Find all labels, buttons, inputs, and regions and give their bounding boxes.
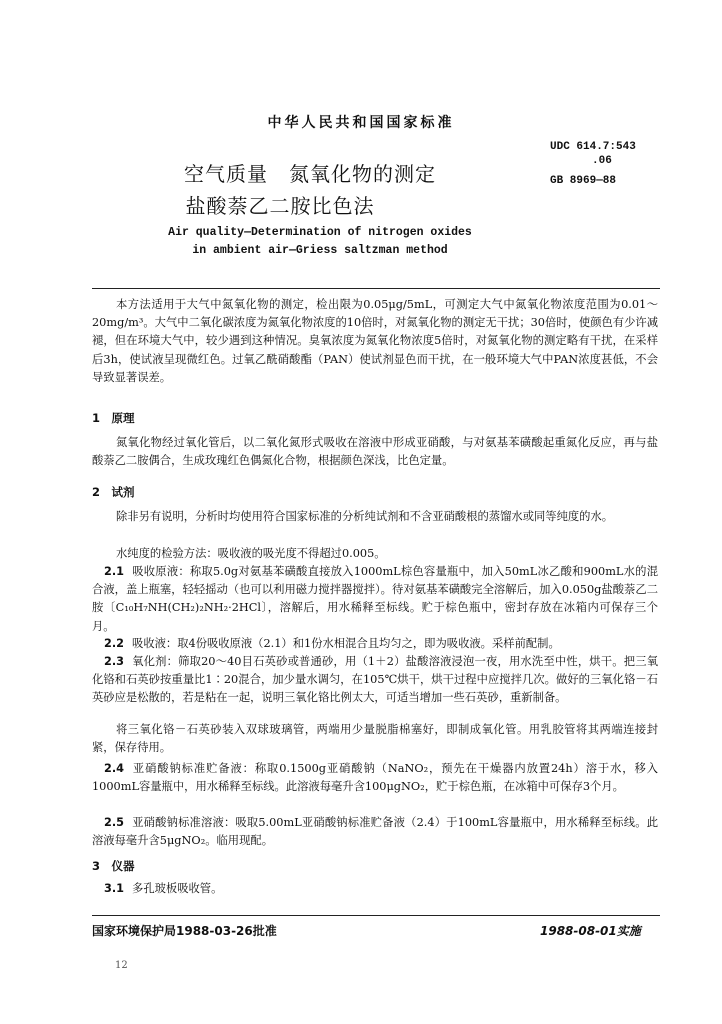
reagents-intro-paragraph: 除非另有说明，分析时均使用符合国家标准的分析纯试剂和不含亚硝酸根的蒸馏水或同等纯度的水。 xyxy=(116,510,614,523)
english-title-line2: in ambient air—Griess saltzman method xyxy=(192,244,448,257)
item-number: 2.1 xyxy=(104,565,125,578)
english-title-line1: Air quality—Determination of nitrogen oxides xyxy=(168,226,472,239)
gb-number: GB 8969—88 xyxy=(550,175,617,187)
item-text: 亚硝酸钠标准溶液：吸取5.00mL亚硝酸钠标准贮备液（2.4）于100mL容量瓶中，用水稀释至标线。此溶液每毫升含5μgNO₂。临用现配。 xyxy=(92,816,658,848)
reagent-item-2-3-continued xyxy=(92,721,658,757)
principle-paragraph: 氮氧化物经过氧化管后，以二氧化氮形式吸收在溶液中形成亚硝酸，与对氨基苯磺酸起重氮化反应，再与盐酸萘乙二胺偶合，生成玫瑰红色偶氮化合物，根据颜色深浅，比色定量。 xyxy=(92,436,658,468)
item-number: 2.4 xyxy=(104,762,125,775)
page-number: 12 xyxy=(115,960,128,971)
reagent-item-2-4 xyxy=(92,760,658,796)
section-heading-principle: 1 原理 xyxy=(92,411,135,425)
reagent-item-2-1 xyxy=(92,563,658,636)
item-text: 氧化剂：筛取20～40目石英砂或普通砂，用（1＋2）盐酸溶液浸泡一夜，用水洗至中性，烘干。把三氧化铬和石英砂按重量比1∶20混合，加少量水调匀，在105℃烘干，烘干过程中应搅拌几次。做好的三氧化铬－石英砂应是松散的，若是粘在一起，说明三氧化铬比例太大，可适当增加一些石英砂，重新制备。 xyxy=(92,655,658,705)
document-title-line2: 盐酸萘乙二胺比色法 xyxy=(185,194,375,218)
item-number: 3.1 xyxy=(104,882,125,895)
item-text: 吸收原液：称取5.0g对氨基苯磺酸直接放入1000mL棕色容量瓶中，加入50mL冰乙酸和900mL水的混合液，盖上瓶塞，轻轻摇动（也可以利用磁力搅拌器搅拌）。待对氨基苯磺酸完全溶解后，加入0.050g盐酸萘乙二胺〔C₁₀H₇NH(CH₂)₂NH₂·2HCl〕，溶解后，用水稀释至标线。贮于棕色瓶中，密封存放在冰箱内可保存三个月。 xyxy=(92,565,658,633)
udc-code: UDC 614.7:543 xyxy=(550,141,636,153)
reagent-item-2-3 xyxy=(92,653,658,708)
item-number: 2.5 xyxy=(104,816,125,829)
water-purity-paragraph: 水纯度的检验方法：吸收液的吸光度不得超过0.005。 xyxy=(116,547,386,560)
item-number: 2.3 xyxy=(104,655,125,668)
document-title-line1: 空气质量 氮氧化物的测定 xyxy=(184,162,436,186)
reagent-item-2-2 xyxy=(92,635,658,653)
item-text: 亚硝酸钠标准贮备液：称取0.1500g亚硝酸钠（NaNO₂，预先在干燥器内放置24h）溶于水，移入1000mL容量瓶中，用水稀释至标线。此溶液每毫升含100μgNO₂，贮于棕色瓶，在冰箱中可保存3个月。 xyxy=(92,762,658,794)
section-heading-reagents: 2 试剂 xyxy=(92,485,135,499)
apparatus-item-3-1 xyxy=(92,880,658,898)
udc-code-continuation: .06 xyxy=(592,155,612,167)
implementation-date: 1988-08-01实施 xyxy=(540,924,641,938)
intro-paragraph: 本方法适用于大气中氮氧化物的测定，检出限为0.05μg/5mL，可测定大气中氮氧化物浓度范围为0.01～20mg/m³。大气中二氧化碳浓度为氮氧化物浓度的10倍时，对氮氧化物的测定无干扰；30倍时，使颜色有少许减褪，但在环境大气中，较少遇到这种情况。臭氧浓度为氮氧化物浓度5倍时，对氮氧化物的测定略有干扰，在采样后3h，使试液呈现微红色。过氧乙酰硝酸酯（PAN）使试剂显色而干扰，在一般环境大气中PAN浓度甚低，不会导致显著误差。 xyxy=(92,298,658,384)
reagent-item-2-5 xyxy=(92,814,658,850)
approval-date: 国家环境保护局1988-03-26批准 xyxy=(92,924,277,938)
item-text: 将三氧化铬－石英砂装入双球玻璃管，两端用少量脱脂棉塞好，即制成氧化管。用乳胶管将其两端连接封紧，保存待用。 xyxy=(92,723,658,755)
item-text: 吸收液：取4份吸收原液（2.1）和1份水相混合且均匀之，即为吸收液。采样前配制。 xyxy=(132,637,560,650)
item-text: 多孔玻板吸收管。 xyxy=(132,882,223,895)
section-heading-apparatus: 3 仪器 xyxy=(92,859,135,873)
item-number: 2.2 xyxy=(104,637,125,650)
standard-label: 中华人民共和国国家标准 xyxy=(267,115,455,131)
footer-divider xyxy=(92,915,660,916)
header-divider xyxy=(92,288,660,289)
